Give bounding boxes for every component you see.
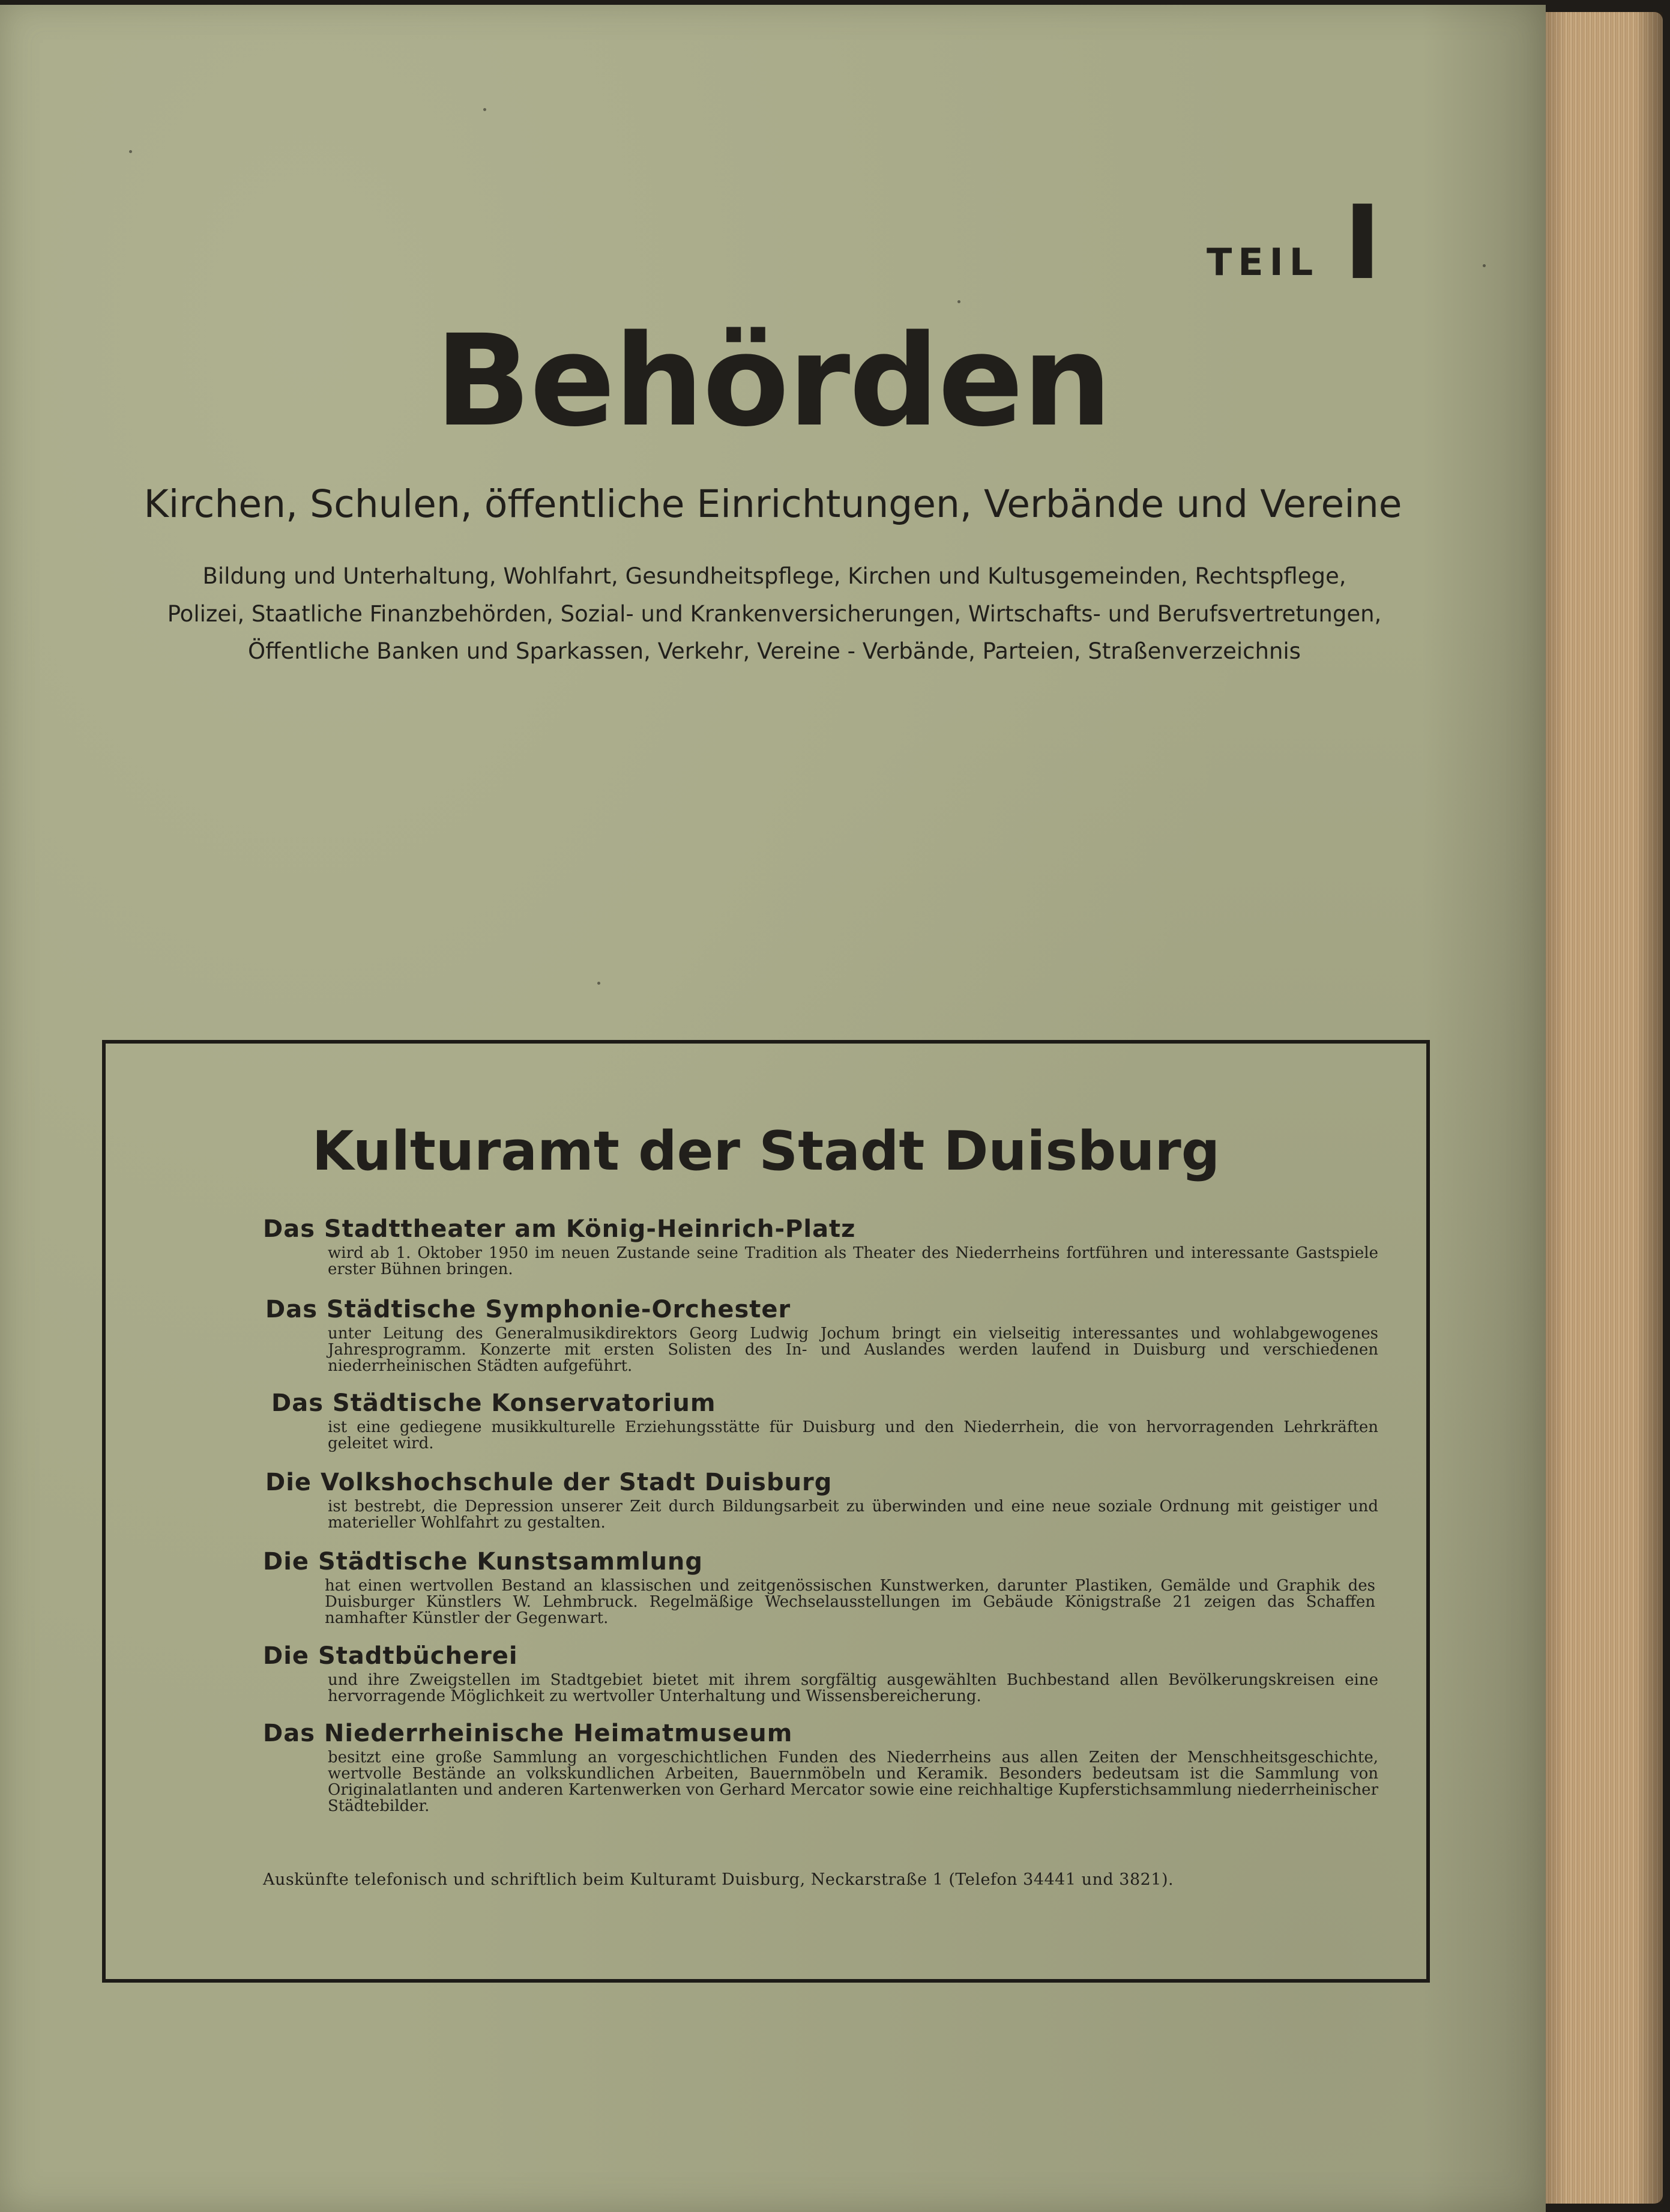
- entry-heading: Das Städtische Konservatorium: [271, 1389, 716, 1417]
- entry-heading: Die Volkshochschule der Stadt Duisburg: [265, 1469, 833, 1496]
- subtitle: Kirchen, Schulen, öffentliche Einrichtungen, Verbände und Vereine: [143, 482, 1402, 526]
- paper-speck: [483, 108, 486, 111]
- entry-description: wird ab 1. Oktober 1950 im neuen Zustande seine Tradition als Theater des Niederrheins fortführen und interessante Gastspiele erster Bühnen bringen.: [328, 1244, 1378, 1278]
- entry-heading: Die Stadtbücherei: [263, 1642, 518, 1670]
- main-title: Behörden: [435, 307, 1111, 455]
- entry-description: ist bestrebt, die Depression unserer Zeit durch Bildungsarbeit zu überwinden und eine neue soziale Ordnung mit geistiger und materieller Wohlfahrt zu gestalten.: [328, 1497, 1378, 1532]
- entry-description: unter Leitung des Generalmusikdirektors Georg Ludwig Jochum bringt ein vielseitig interessantes und wohlabgewogenes Jahresprogramm. Konzerte mit ersten Solisten des In- und Auslandes werden laufend in Duisburg und verschiedenen niederrheinischen Städten aufgeführt.: [328, 1325, 1378, 1375]
- part-numeral: I: [1343, 184, 1382, 303]
- entry-heading: Das Städtische Symphonie-Orchester: [265, 1296, 791, 1323]
- entry-description: besitzt eine große Sammlung an vorgeschichtlichen Funden des Niederrheins aus allen Zeiten der Menschheitsgeschichte, wertvolle Bestände an volkskundlichen Arbeiten, Bauernmöbeln und Keramik. Besonders bedeutsam ist die Sammlung von Originalatlanten und anderen Kartenwerken von Gerhard Mercator sowie eine reichhaltige Kupferstichsammlung niederrheinischer Städtebilder.: [328, 1748, 1378, 1815]
- box-title: Kulturamt der Stadt Duisburg: [312, 1120, 1220, 1183]
- kulturamt-advertisement-box: [102, 1040, 1430, 1983]
- paper-speck: [129, 150, 132, 153]
- entry-heading: Das Stadttheater am König-Heinrich-Platz: [263, 1215, 856, 1243]
- topics-line: Bildung und Unterhaltung, Wohlfahrt, Gesundheitspflege, Kirchen und Kultusgemeinden, Rechtspflege,: [202, 563, 1346, 589]
- entry-description: ist eine gediegene musikkulturelle Erziehungsstätte für Duisburg und den Niederrhein, die von hervorragenden Lehrkräften geleitet wird.: [328, 1418, 1378, 1452]
- paper-speck: [957, 300, 960, 303]
- contact-footer: Auskünfte telefonisch und schriftlich beim Kulturamt Duisburg, Neckarstraße 1 (Telefon 34441 und 3821).: [263, 1870, 1174, 1889]
- entry-heading: Das Niederrheinische Heimatmuseum: [263, 1720, 793, 1747]
- paper-speck: [597, 982, 600, 985]
- topics-line: Öffentliche Banken und Sparkassen, Verkehr, Vereine - Verbände, Parteien, Straßenverzeichnis: [248, 638, 1301, 664]
- entry-heading: Die Städtische Kunstsammlung: [263, 1548, 704, 1576]
- top-scan-edge: [0, 0, 1546, 5]
- part-label: [1207, 184, 1382, 303]
- entry-description: hat einen wertvollen Bestand an klassischen und zeitgenössischen Kunstwerken, darunter Plastiken, Gemälde und Graphik des Duisburger Künstlers W. Lehmbruck. Regelmäßige Wechselausstellungen im Gebäude Königstraße 21 zeigen das Schaffen namhafter Künstler der Gegenwart.: [325, 1577, 1375, 1627]
- part-word: TEIL: [1207, 240, 1319, 284]
- paper-speck: [1483, 264, 1486, 267]
- topics-line: Polizei, Staatliche Finanzbehörden, Sozial- und Krankenversicherungen, Wirtschafts- und Berufsvertretungen,: [167, 601, 1382, 627]
- entry-description: und ihre Zweigstellen im Stadtgebiet bietet mit ihrem sorgfältig ausgewählten Buchbestand allen Bevölkerungskreisen eine hervorragende Möglichkeit zu wertvoller Unterhaltung und Wissensbereicherung.: [328, 1671, 1378, 1705]
